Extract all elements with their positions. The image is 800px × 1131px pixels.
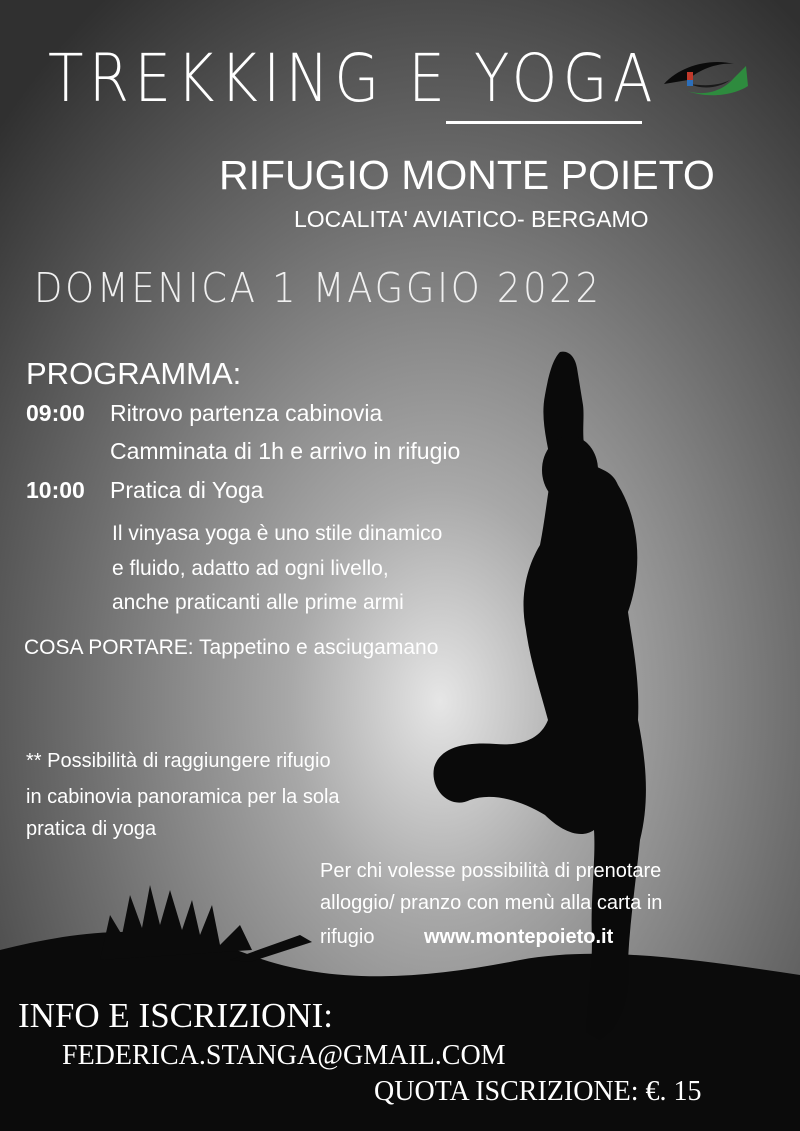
program-line: Pratica di Yoga	[110, 477, 264, 503]
note-line: ** Possibilità di raggiungere rifugio	[26, 750, 331, 772]
event-date: DOMENICA 1 MAGGIO 2022	[34, 264, 602, 312]
yoga-description-line: e fluido, adatto ad ogni livello,	[112, 557, 389, 580]
venue-title: RIFUGIO MONTE POIETO	[219, 152, 715, 198]
booking-line: alloggio/ pranzo con menù alla carta in	[320, 892, 663, 914]
logo-icon	[660, 56, 752, 102]
what-to-bring: COSA PORTARE: Tappetino e asciugamano	[24, 636, 439, 659]
registration-fee: QUOTA ISCRIZIONE: €. 15	[374, 1076, 702, 1107]
poster-title: TREKKING E YOGA	[48, 40, 658, 117]
program-time: 10:00	[26, 477, 85, 503]
note-line: in cabinovia panoramica per la sola	[26, 786, 340, 808]
booking-line: Per chi volesse possibilità di prenotare	[320, 860, 662, 882]
booking-line: rifugio	[320, 926, 375, 948]
program-line: Camminata di 1h e arrivo in rifugio	[110, 438, 461, 464]
program-line: Ritrovo partenza cabinovia	[110, 400, 383, 426]
location-text: LOCALITA' AVIATICO- BERGAMO	[294, 206, 649, 232]
info-heading: INFO E ISCRIZIONI:	[18, 996, 333, 1035]
contact-email[interactable]: FEDERICA.STANGA@GMAIL.COM	[62, 1040, 506, 1071]
website-link[interactable]: www.montepoieto.it	[424, 926, 614, 948]
program-time: 09:00	[26, 400, 85, 426]
title-underline	[446, 121, 642, 124]
yoga-description-line: anche praticanti alle prime armi	[112, 591, 404, 614]
note-line: pratica di yoga	[26, 818, 157, 840]
yoga-description-line: Il vinyasa yoga è uno stile dinamico	[112, 522, 443, 545]
program-heading: PROGRAMMA:	[26, 356, 242, 391]
